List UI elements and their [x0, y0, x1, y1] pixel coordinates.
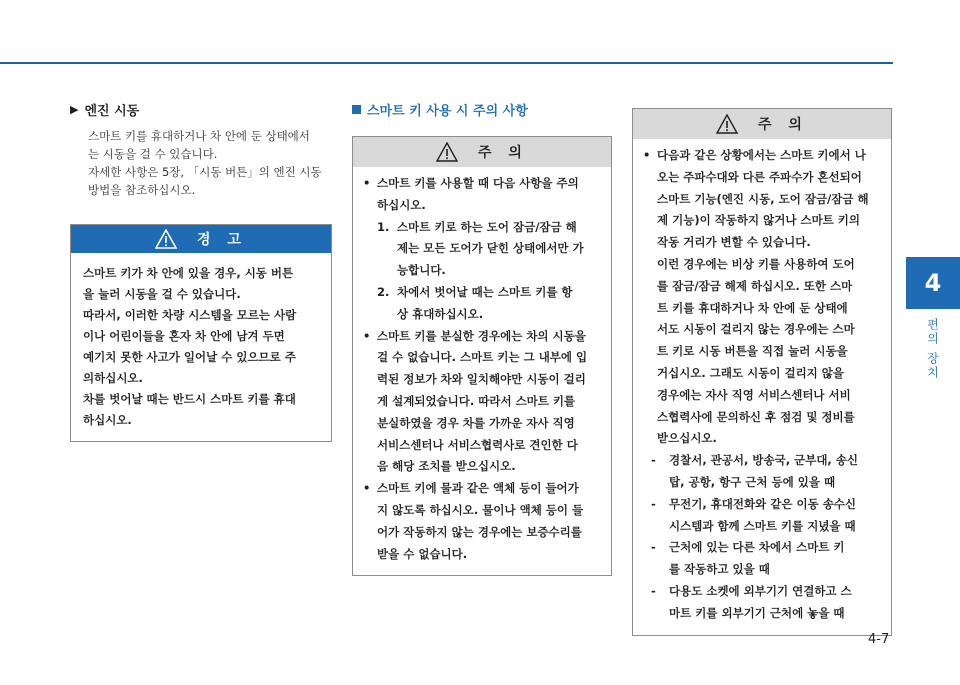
numbered-item: 1. 스마트 키로 하는 도어 잠금/잠금 해 제는 모든 도어가 닫힌 상태에서만 가 능합니다.: [377, 219, 584, 278]
chapter-tab[interactable]: [906, 257, 960, 309]
warning-body: 스마트 키가 차 안에 있을 경우, 시동 버튼 을 눌러 시동을 걸 수 있습니다. 따라서, 이러한 차량 시스템을 모르는 사람 이나 어린이들을 혼자 차 안에 남겨 두면 예기치 못한 사고가 일어날 수 있으므로 주 의하십시오. 차를 벗어날 때는 반드시 스마트 키를 휴대 하십시오.: [83, 266, 297, 427]
caution-icon: [716, 114, 738, 134]
warning-box-header: [71, 225, 331, 253]
caution-1-list: [353, 167, 611, 565]
dash-item: - 경찰서, 관공서, 방송국, 군부대, 송신 탑, 공항, 항구 근처 등에 있을 때: [651, 453, 859, 489]
chapter-label: 편의 장치: [925, 318, 940, 380]
smart-key-section-heading: 스마트 키 사용 시 주의 사항: [352, 100, 528, 119]
caution-icon: [436, 142, 458, 162]
header-rule: [0, 62, 893, 64]
chapter-number: 4: [924, 269, 942, 297]
dash-item: - 다용도 소켓에 외부기기 연결하고 스 마트 키를 외부기기 근처에 놓을 때: [651, 583, 852, 620]
engine-start-section: [70, 100, 332, 199]
caution-box-1: [352, 136, 612, 576]
warning-icon: [155, 229, 177, 249]
caution-box-1-header: [353, 137, 611, 167]
caution-box-2-header: [633, 109, 891, 139]
list-item: • 스마트 키에 물과 같은 액체 등이 들어가 지 않도록 하십시오. 물이나 액체 등이 들 어가 작동하지 않는 경우에는 보증수리를 받을 수 없습니다.: [363, 481, 584, 561]
warning-box: [70, 224, 332, 442]
page-number: 4-7: [868, 632, 890, 647]
warning-title: 경 고: [197, 232, 247, 248]
engine-start-text: 스마트 키를 휴대하거나 차 안에 둔 상태에서 는 시동을 걸 수 있습니다. 자세한 사항은 5장, 「시동 버튼」의 엔진 시동 방법을 참조하십시오.: [88, 129, 322, 197]
square-bullet-icon: [352, 105, 361, 114]
list-item: • 스마트 키를 사용할 때 다음 사항을 주의 하십시오.: [363, 176, 579, 212]
caution-title: 주 의: [478, 145, 528, 161]
list-item: • 다음과 같은 상황에서는 스마트 키에서 나 오는 주파수대와 다른 주파수가 혼선되어 스마트 기능(엔진 시동, 도어 잠금/잠금 해 제 기능)이 작동하지 않거나 스마트 키의 작동 거리가 변할 수 있습니다.: [643, 148, 869, 250]
caution-2-list: [633, 139, 891, 625]
caution-box-2: [632, 108, 892, 636]
dash-item: - 근처에 있는 다른 차에서 스마트 키 를 작동하고 있을 때: [651, 540, 845, 577]
dash-item: - 무전기, 휴대전화와 같은 이동 송수신 시스템과 함께 스마트 키를 지녔을 때: [651, 496, 857, 533]
caution-title: 주 의: [758, 117, 808, 133]
list-item: • 스마트 키를 분실한 경우에는 차의 시동을 걸 수 없습니다. 스마트 키는 그 내부에 입 력된 정보가 차와 일치해야만 시동이 걸리 게 설계되었습니다. 따라서 스마트 키를 분실하였을 경우 차를 가까운 자사 직영 서비스센터나 서비스협력사로 견인한 다 음 해당 조치를 받으십시오.: [363, 328, 588, 474]
triangle-right-icon: ▶: [70, 103, 79, 116]
caution-2-paragraph: 이런 경우에는 비상 키를 사용하여 도어 를 잠금/잠금 해제 하십시오. 또한 스마 트 키를 휴대하거나 차 안에 둔 상태에 서도 시동이 걸리지 않는 경우에는 스마 트 키로 시동 버튼을 직접 눌러 시동을 거십시오. 그래도 시동이 걸리지 않을 경우에는 자사 직영 서비스센터나 서비 스협력사에 문의하신 후 점검 및 정비를 받으십시오.: [657, 256, 855, 446]
numbered-item: 2. 차에서 벗어날 때는 스마트 키를 항 상 휴대하십시오.: [377, 284, 573, 321]
engine-start-heading: ▶ 엔진 시동: [70, 103, 140, 119]
